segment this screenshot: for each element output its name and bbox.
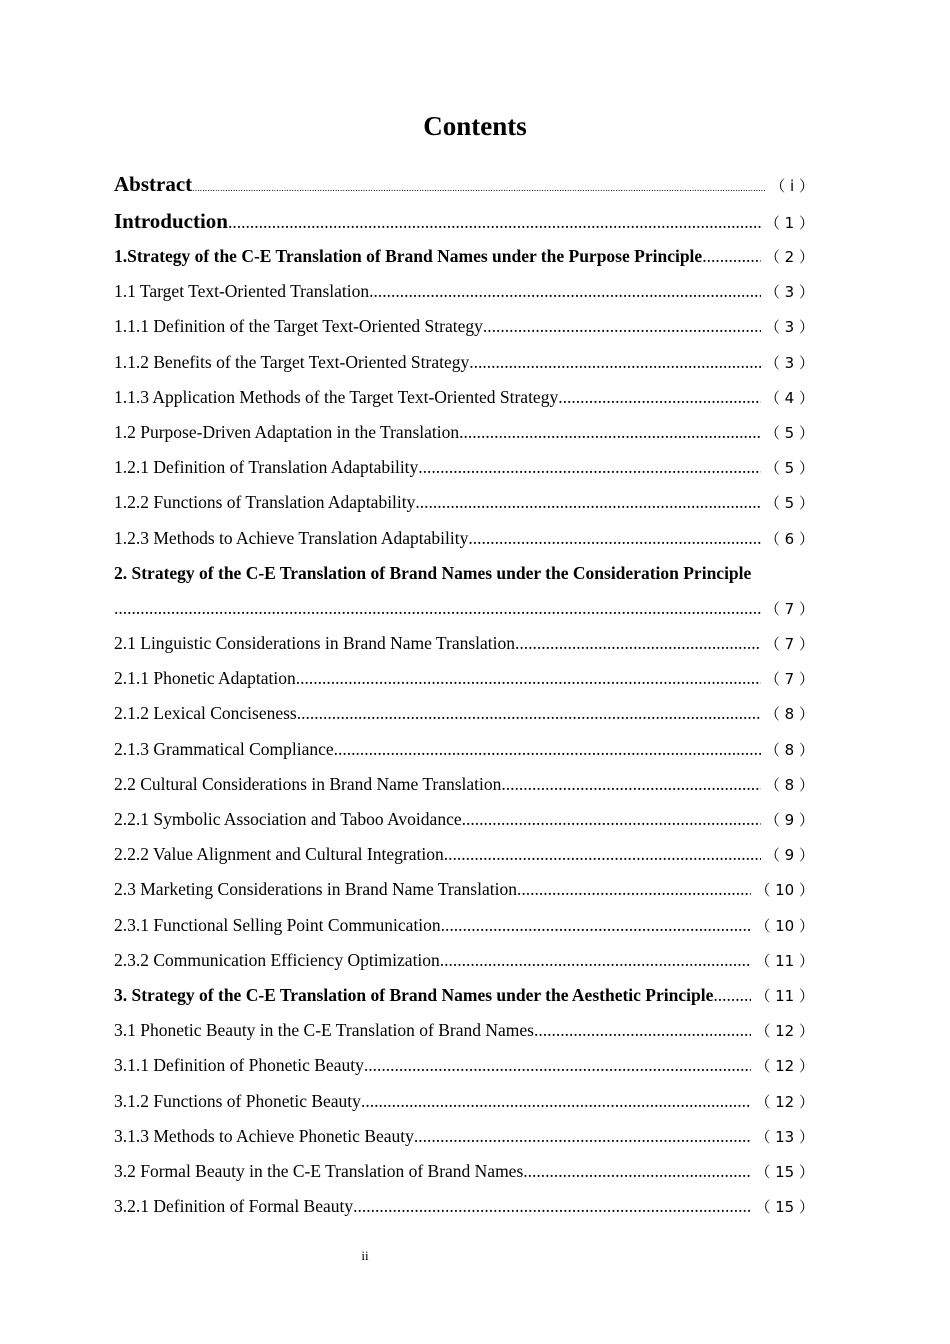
dot-leader [228,204,761,241]
toc-entry[interactable] [114,802,814,837]
toc-entry[interactable] [114,450,814,485]
toc-entry[interactable] [114,1189,814,1224]
toc-entry[interactable] [114,767,814,802]
toc-entry-page: （ 13 ） [755,1127,814,1146]
toc-entry-page: （ 4 ） [764,388,814,407]
toc-entry-page: （ i ） [770,177,814,195]
dot-leader [517,872,751,907]
toc-entry-text: 1.2 Purpose-Driven Adaptation in the Translation [114,421,460,442]
toc-entry-text: 3.2 Formal Beauty in the C-E Translation of Brand Names [114,1160,524,1181]
dot-leader [192,170,766,207]
dot-leader [469,345,761,380]
toc-entry-page: （ 12 ） [755,1022,814,1041]
toc-entry-page: （ 1 ） [764,213,814,232]
toc-entry-text: 2.1.1 Phonetic Adaptation [114,668,296,689]
dot-leader [441,908,752,943]
toc-entry[interactable] [114,661,814,696]
toc-entry-page: （ 7 ） [764,635,814,654]
toc-entry[interactable] [114,1013,814,1048]
toc-entry-page: （ 5 ） [764,459,814,478]
toc-entry[interactable] [114,626,814,661]
toc-entry-text: 3.1.1 Definition of Phonetic Beauty [114,1055,364,1076]
toc-entry[interactable] [114,309,814,344]
toc-entry[interactable] [114,345,814,380]
dot-leader [415,485,761,520]
dot-leader [296,661,761,696]
toc-entry-text: 1.1 Target Text-Oriented Translation [114,281,370,302]
toc-entry-page: （ 10 ） [755,916,814,935]
toc-entry-text: 2. Strategy of the C-E Translation of Brand Names under the Consideration Principle [114,562,752,583]
toc-entry-page: （ 11 ） [755,986,814,1005]
toc-entry[interactable] [114,485,814,520]
toc-entry[interactable] [114,908,814,943]
toc-entry-chapter-3[interactable] [114,978,814,1013]
toc-entry-chapter-2[interactable] [114,556,814,591]
toc-entry-page: （ 3 ） [764,353,814,372]
toc-entry-text: 2.3.2 Communication Efficiency Optimization [114,949,440,970]
toc-entry-text: 2.2.2 Value Alignment and Cultural Integration [114,844,444,865]
toc-entry-page: （ 12 ） [755,1057,814,1076]
toc-entry-text: 1.1.3 Application Methods of the Target Text-Oriented Strategy [114,386,559,407]
toc-entry-text: 2.2.1 Symbolic Association and Taboo Avoidance [114,809,462,829]
toc-entry-text: 2.2 Cultural Considerations in Brand Name Translation [114,773,502,794]
dot-leader [440,943,752,978]
toc-entry[interactable] [114,274,814,309]
toc-entry-page: （ 7 ） [764,599,814,618]
toc-entry-text: 1.1.2 Benefits of the Target Text-Oriented Strategy [114,351,470,372]
toc-entry-text: 3. Strategy of the C-E Translation of Brand Names under the Aesthetic Principle [114,984,714,1005]
toc-entry-abstract[interactable] [114,166,814,203]
toc-entry-text: Abstract [114,172,193,196]
dot-leader [353,1189,751,1224]
toc-entry-text: 1.1.1 Definition of the Target Text-Oriented Strategy [114,316,483,337]
toc-entry-page: （ 5 ） [764,494,814,513]
toc-entry-introduction[interactable] [114,203,814,240]
toc-entry-page: （ 9 ） [764,811,814,829]
dot-leader [369,274,761,309]
toc-entry-text: Introduction [114,208,228,233]
toc-entry-text: 2.1.3 Grammatical Compliance [114,738,334,759]
toc-entry-text: 3.1.3 Methods to Achieve Phonetic Beauty [114,1125,414,1146]
toc-entry[interactable] [114,1119,814,1154]
toc-entry-text: 1.Strategy of the C-E Translation of Brand Names under the Purpose Principle [114,246,703,266]
toc-entry[interactable] [114,415,814,450]
toc-entry-text: 2.3.1 Functional Selling Point Communication [114,914,441,935]
dot-leader [501,767,761,802]
dot-leader [483,309,761,344]
toc-entry-text: 3.1.2 Functions of Phonetic Beauty [114,1090,361,1111]
toc-entry-page: （ 7 ） [764,670,814,689]
dot-leader [713,978,751,1013]
toc-entry-page: （ 8 ） [764,705,814,724]
toc-entry-text: 2.3 Marketing Considerations in Brand Name Translation [114,879,517,900]
toc-entry[interactable] [114,837,814,872]
toc-entry-page: （ 2 ） [764,248,814,266]
dot-leader [462,802,761,837]
toc-entry-page: （ 5 ） [764,423,814,442]
dot-leader [361,1084,751,1119]
toc-entry-page: （ 8 ） [764,740,814,759]
toc-entry-page: （ 3 ） [764,283,814,302]
dot-leader [114,591,761,626]
toc-entry-page: （ 8 ） [764,775,814,794]
dot-leader [334,732,761,767]
toc-entry-text: 1.2.2 Functions of Translation Adaptability [114,492,416,513]
toc-entry-page: （ 6 ） [764,529,814,548]
toc-entry-chapter-1[interactable] [114,239,814,274]
toc-entry-page: （ 12 ） [755,1092,814,1111]
toc-entry-page: （ 3 ） [764,318,814,337]
toc-entry-text: 3.1 Phonetic Beauty in the C-E Translation of Brand Names [114,1020,534,1041]
toc-entry[interactable] [114,1084,814,1119]
toc-entry-text: 3.2.1 Definition of Formal Beauty [114,1196,354,1217]
toc-entry-page: （ 11 ） [755,951,814,970]
toc-entry[interactable] [114,1048,814,1083]
dot-leader [364,1048,752,1083]
dot-leader [414,1119,751,1154]
dot-leader [534,1013,751,1048]
toc-entry-page: （ 15 ） [755,1198,814,1217]
toc-entry-page: （ 15 ） [755,1162,814,1181]
toc-entry-text: 2.1 Linguistic Considerations in Brand Name Translation [114,633,516,654]
toc-entry-text: 1.2.3 Methods to Achieve Translation Adaptability [114,527,469,548]
toc-entry-page: （ 10 ） [755,881,814,900]
toc-entry[interactable] [114,732,814,767]
dot-leader [297,696,761,731]
toc-entry[interactable] [114,380,814,415]
toc-entry-text: 2.1.2 Lexical Conciseness [114,703,297,724]
dot-leader [523,1154,751,1189]
toc-entry-chapter-2-continuation[interactable] [114,591,814,626]
toc-entry[interactable] [114,943,814,978]
toc-entry-page: （ 9 ） [764,846,814,865]
dot-leader [558,380,761,415]
page-title: Contents [423,111,527,141]
footer-page-number: ii [361,1248,369,1263]
dot-leader [444,837,761,872]
toc-entry[interactable] [114,696,814,731]
toc-entry[interactable] [114,872,814,907]
toc-entry[interactable] [114,1154,814,1189]
toc-entry-text: 1.2.1 Definition of Translation Adaptability [114,457,419,478]
dot-leader [515,626,761,661]
toc-entry[interactable] [114,521,814,556]
dot-leader [418,450,761,485]
table-of-contents [114,166,814,1224]
dot-leader [468,521,761,556]
dot-leader [459,415,761,450]
dot-leader [702,239,761,274]
